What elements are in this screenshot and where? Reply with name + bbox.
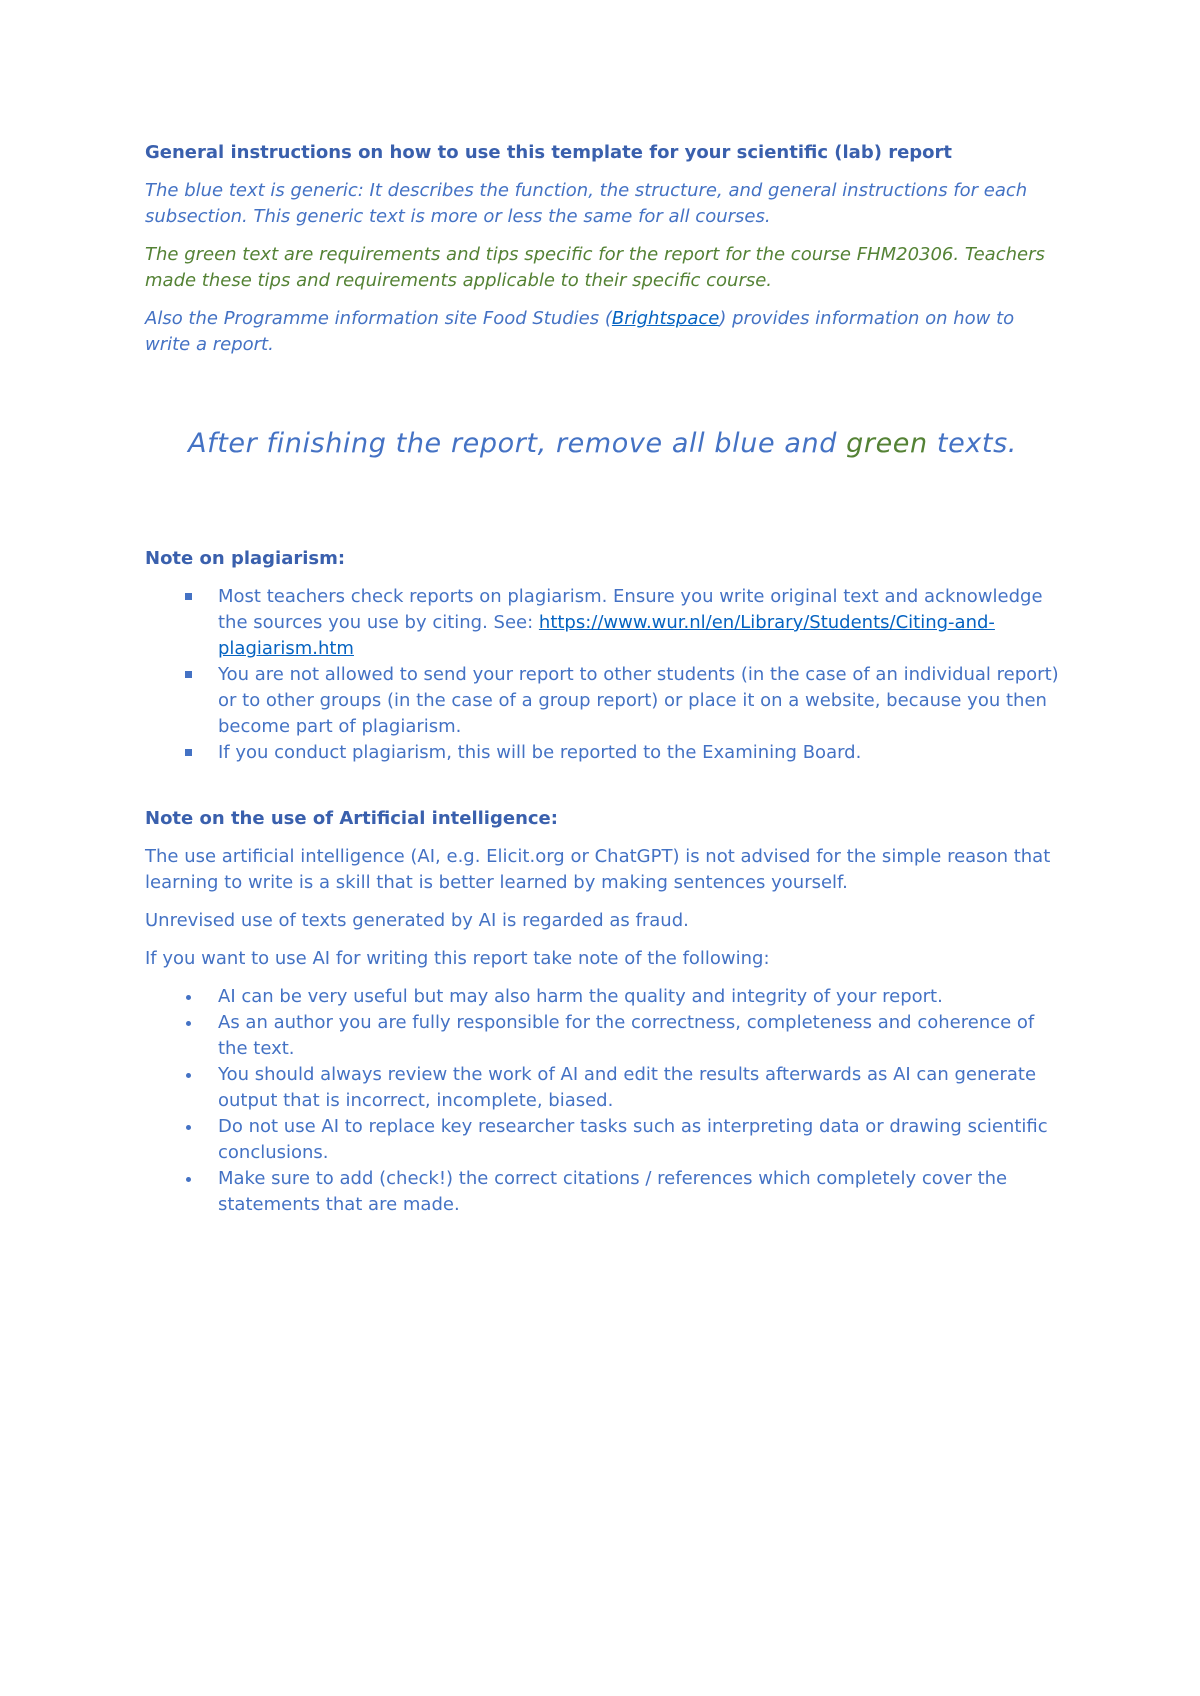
plagiarism-list <box>145 584 1060 766</box>
plagiarism-item-3-text: If you conduct plagiarism, this will be reported to the Examining Board. <box>218 742 862 763</box>
ai-list <box>145 984 1060 1218</box>
ai-item-text: Make sure to add (check!) the correct citations / references which completely cover the statements that are made. <box>218 1168 1008 1215</box>
document-page <box>145 140 1060 1218</box>
ai-item-text: Do not use AI to replace key researcher tasks such as interpreting data or drawing scientific conclusions. <box>218 1116 1048 1163</box>
list-item <box>145 1114 1060 1166</box>
brightspace-link[interactable]: Brightspace <box>611 308 720 329</box>
remove-texts-note-green-word: green <box>846 428 928 459</box>
generic-text-paragraph: The blue text is generic: It describes the function, the structure, and general instructions for each subsection. This generic text is more or less the same for all courses. <box>145 180 1028 227</box>
list-item <box>145 1062 1060 1114</box>
ai-item-text: AI can be very useful but may also harm the quality and integrity of your report. <box>218 986 943 1007</box>
dot-bullet-icon <box>186 1125 191 1130</box>
ai-paragraph-2: Unrevised use of texts generated by AI is regarded as fraud. <box>145 910 689 931</box>
list-item <box>145 984 1060 1010</box>
square-bullet-icon <box>185 593 192 600</box>
plagiarism-item-2-text: You are not allowed to send your report to other students (in the case of an individual report) or to other groups (in the case of a group report) or place it on a website, because you then become part of plagiarism. <box>218 664 1059 737</box>
list-item <box>145 584 1060 662</box>
plagiarism-item-1-text: Most teachers check reports on plagiarism. Ensure you write original text and acknowledge the sources you use by citing. See: <box>218 586 1043 633</box>
remove-texts-note-part1: After finishing the report, remove all blue and <box>188 428 847 459</box>
square-bullet-icon <box>185 671 192 678</box>
plagiarism-heading: Note on plagiarism: <box>145 548 346 569</box>
programme-info-prefix: Also the Programme information site Food Studies ( <box>145 308 612 329</box>
list-item <box>145 1166 1060 1218</box>
general-instructions-heading: General instructions on how to use this template for your scientific (lab) report <box>145 142 953 163</box>
list-item <box>145 662 1060 740</box>
list-item <box>145 1010 1060 1062</box>
ai-heading: Note on the use of Artificial intelligence: <box>145 808 558 829</box>
square-bullet-icon <box>185 749 192 756</box>
dot-bullet-icon <box>186 995 191 1000</box>
citing-plagiarism-link[interactable]: https://www.wur.nl/en/Library/Students/Citing-and-plagiarism.htm <box>218 612 995 659</box>
dot-bullet-icon <box>186 1073 191 1078</box>
course-specific-paragraph: The green text are requirements and tips specific for the report for the course FHM20306. Teachers made these tips and requirements applicable to their specific course. <box>145 244 1045 291</box>
ai-item-text: As an author you are fully responsible for the correctness, completeness and coherence of the text. <box>218 1012 1035 1059</box>
ai-paragraph-3: If you want to use AI for writing this report take note of the following: <box>145 948 770 969</box>
remove-texts-note <box>145 426 1060 462</box>
programme-info-paragraph <box>145 306 1060 358</box>
dot-bullet-icon <box>186 1021 191 1026</box>
remove-texts-note-part2: texts. <box>927 428 1017 459</box>
ai-paragraph-1: The use artificial intelligence (AI, e.g. Elicit.org or ChatGPT) is not advised for the simple reason that learning to write is a skill that is better learned by making sentences yourself. <box>145 846 1051 893</box>
list-item <box>145 740 1060 766</box>
programme-info-suffix: ) provides information on how to write a report. <box>145 308 1015 355</box>
ai-item-text: You should always review the work of AI and edit the results afterwards as AI can generate output that is incorrect, incomplete, biased. <box>218 1064 1037 1111</box>
dot-bullet-icon <box>186 1177 191 1182</box>
